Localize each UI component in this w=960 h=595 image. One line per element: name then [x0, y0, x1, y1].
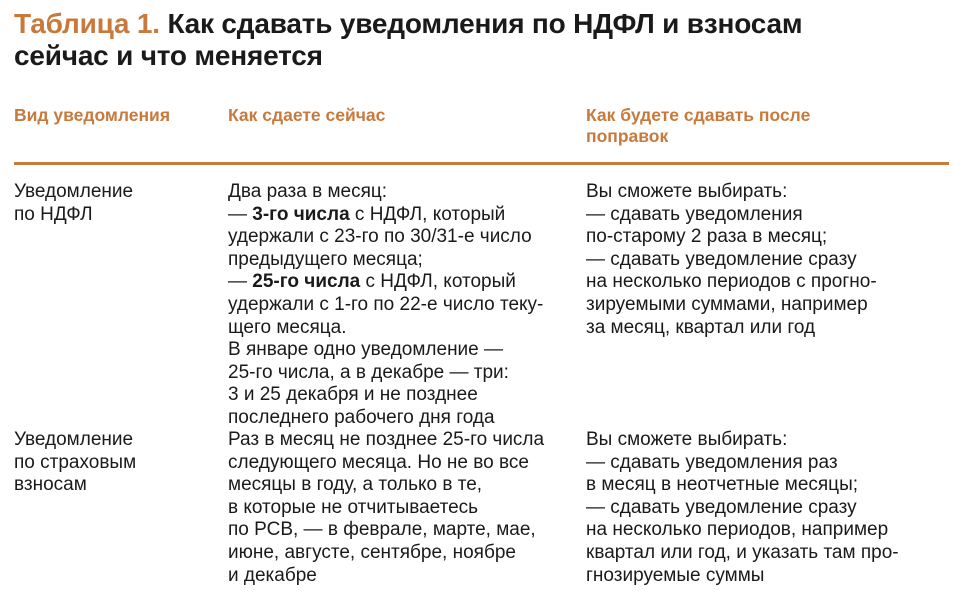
row-2-after-cell	[586, 429, 946, 587]
column-header-after	[586, 105, 810, 147]
row-2-now-line: по РСВ, — в феврале, марте, мае,	[228, 519, 536, 541]
row-2-after-line: — сдавать уведомления раз	[586, 451, 838, 473]
row-1-now-line: щего месяца.	[228, 316, 347, 338]
row-1-after-line: Вы сможете выбирать:	[586, 181, 788, 202]
row-1-after-cell	[586, 181, 946, 339]
row-2-now-line: Раз в месяц не позднее 25-го числа	[228, 429, 545, 450]
row-1-now-line	[228, 204, 573, 227]
text-fragment: с НДФЛ, который	[349, 203, 506, 225]
dash: —	[228, 271, 253, 293]
row-2-after-line: в месяц в неотчетные месяцы;	[586, 474, 859, 496]
row-1-now-line: 25-го числа, а в декабре — три:	[228, 361, 509, 383]
column-header-after-line-2: поправок	[586, 126, 669, 146]
row-1-after-line: зируемыми суммами, например	[586, 293, 868, 315]
row-1-now-line	[228, 271, 573, 294]
column-header-type: Вид уведомления	[14, 105, 171, 125]
row-1-after-line: по-старому 2 раза в месяц;	[586, 226, 828, 248]
row-1-type-line: Уведомление	[14, 181, 134, 202]
row-1-now-line: Два раза в месяц:	[228, 181, 388, 202]
header-divider	[14, 162, 949, 165]
row-1-now-line: удержали с 23-го по 30/31-е число	[228, 226, 532, 248]
row-2-now-line: июне, августе, сентябре, ноябре	[228, 541, 516, 563]
row-2-after-line: квартал или год, и указать там про-	[586, 541, 899, 563]
deadline-25th: 25-го числа	[252, 271, 361, 293]
row-2-now-line: в которые не отчитываетесь	[228, 496, 479, 518]
row-1-now-line: удержали с 1-го по 22-е число теку-	[228, 293, 544, 315]
row-2-now-cell	[228, 429, 573, 587]
row-1-now-line: предыдущего месяца;	[228, 248, 423, 270]
row-1-after-line: — сдавать уведомление сразу	[586, 248, 857, 270]
row-2-type-line: Уведомление	[14, 429, 134, 450]
row-1-now-line: 3 и 25 декабря и не позднее	[228, 384, 478, 406]
row-1-after-line: — сдавать уведомления	[586, 203, 803, 225]
text-fragment: с НДФЛ, который	[360, 271, 516, 293]
dash: —	[228, 203, 253, 225]
row-1-type-line: по НДФЛ	[14, 203, 93, 225]
row-1-after-line: на несколько периодов с прогно-	[586, 271, 877, 293]
row-1-now-line: последнего рабочего дня года	[228, 406, 495, 428]
row-1-now-line: В январе одно уведомление —	[228, 339, 504, 361]
table-number-label: Таблица 1.	[14, 8, 160, 39]
row-1-after-line: за месяц, квартал или год	[586, 316, 816, 338]
title-line-2: сейчас и что меняется	[14, 40, 323, 71]
title-line-1: Как сдавать уведомления по НДФЛ и взносам	[167, 8, 803, 39]
row-1-type-cell	[14, 181, 214, 226]
row-2-after-line: Вы сможете выбирать:	[586, 429, 788, 450]
table-title	[14, 8, 949, 72]
row-2-after-line: на несколько периодов, например	[586, 519, 889, 541]
row-2-after-line: — сдавать уведомление сразу	[586, 496, 857, 518]
row-2-now-line: месяцы в году, а только в те,	[228, 474, 483, 496]
row-2-after-line: гнозируемые суммы	[586, 564, 765, 586]
row-2-now-line: и декабре	[228, 564, 317, 586]
row-2-now-line: следующего месяца. Но не во все	[228, 451, 529, 473]
row-1-now-cell	[228, 181, 573, 430]
deadline-3rd: 3-го числа	[252, 203, 350, 225]
column-header-now: Как сдаете сейчас	[228, 105, 386, 125]
column-header-after-line-1: Как будете сдавать после	[586, 105, 811, 125]
row-2-type-cell	[14, 429, 214, 497]
row-2-type-line: по страховым	[14, 451, 137, 473]
row-2-type-line: взносам	[14, 474, 87, 496]
